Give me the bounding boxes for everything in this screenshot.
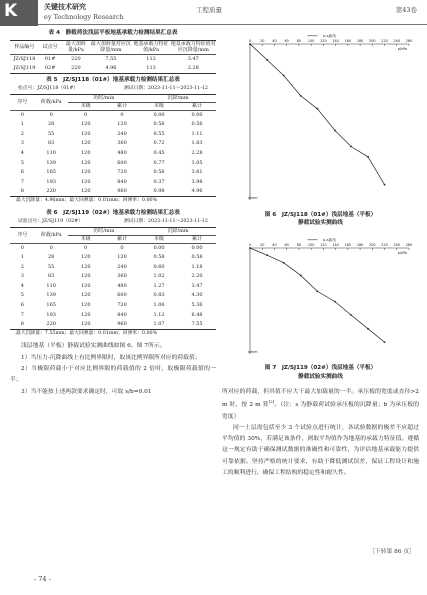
table-cell: 0: [49, 111, 53, 118]
table-cell: 1.02: [153, 273, 165, 280]
data-point: [283, 261, 285, 263]
table-cell: 0.98: [153, 188, 165, 195]
table6-col-settle-cur: 本级: [140, 235, 178, 243]
table-cell: 1: [20, 121, 24, 128]
table-row: [10, 262, 216, 272]
data-point: [384, 341, 386, 343]
table-cell: 0: [120, 244, 124, 251]
table-cell: 2: [20, 263, 24, 270]
data-point: [350, 145, 352, 147]
table-cell: 0.58: [153, 254, 165, 261]
table4-col-header: 最大加荷量/kPa: [61, 40, 90, 54]
data-point: [300, 274, 302, 276]
table-cell: 120: [81, 311, 91, 318]
table-cell: 5: [20, 159, 24, 166]
table-cell: 480: [117, 282, 127, 289]
table-cell: 01#: [44, 55, 56, 62]
table-row: [10, 281, 216, 291]
table-cell: 600: [117, 159, 127, 166]
table-cell: 6: [20, 169, 24, 176]
x-tick-label: 100: [307, 242, 315, 247]
table-cell: 3: [20, 273, 24, 280]
table-row: [10, 253, 216, 263]
right-column-figures: [222, 30, 419, 479]
table-cell: 28: [48, 121, 55, 128]
table-row: [10, 110, 216, 120]
table5-col-settle-cum: 累计: [178, 102, 216, 110]
x-tick-label: 200: [369, 39, 376, 43]
table-cell: 0.72: [153, 140, 165, 147]
right-body-text: [222, 387, 419, 479]
x-tick-label: 80: [296, 39, 302, 43]
y-axis-label: s/mm: [248, 349, 258, 354]
fig7-caption-line1: 图 7 JZ/SJ119（02#）浅层地基（平板）: [264, 365, 377, 372]
data-point: [266, 59, 268, 61]
x-tick-label: 140: [332, 242, 339, 247]
table-cell: 83: [48, 273, 55, 280]
table-cell: 3.47: [187, 55, 199, 62]
table-cell: 120: [117, 121, 127, 128]
journal-name: 工程质量: [196, 6, 222, 14]
table-cell: 360: [117, 140, 127, 147]
table-cell: 4.96: [105, 64, 117, 71]
table6-col-time: 历时/min: [68, 227, 140, 235]
fig6-caption: [222, 211, 419, 228]
table-cell: 120: [81, 273, 91, 280]
data-point: [334, 300, 336, 302]
x-tick-label: 0: [248, 242, 252, 247]
table-cell: 165: [46, 302, 56, 309]
table-cell: 8: [20, 188, 24, 195]
table-cell: 1.07: [153, 321, 165, 327]
header-rule: [38, 24, 427, 25]
journal-volume: 第43卷: [395, 6, 417, 14]
table5-col-settle: 沉降/mm: [140, 94, 216, 102]
table5: [10, 94, 216, 197]
table-cell: 0.56: [153, 121, 165, 128]
table-cell: 120: [81, 292, 91, 299]
x-tick-label: 20: [260, 242, 265, 247]
table6-col-settle: 沉降/mm: [140, 227, 216, 235]
table-cell: 0.56: [191, 121, 203, 128]
table-cell: 113: [146, 64, 156, 71]
fig6-chart: [222, 30, 419, 208]
table-cell: 0.00: [191, 244, 203, 251]
table-cell: 1.18: [191, 263, 203, 270]
fig6-caption-line2: 静载试验实测曲线: [298, 220, 343, 227]
table6-col-settle-cum: 累计: [178, 235, 216, 243]
legend-label: p-s曲线: [323, 237, 336, 242]
table-row: [10, 291, 216, 301]
table-cell: 0.83: [153, 292, 165, 299]
table-cell: 0: [84, 244, 88, 251]
table6-subheader: [10, 219, 216, 225]
table-row: [10, 168, 216, 178]
table-cell: 3.98: [191, 178, 203, 185]
journal-logo: [0, 0, 38, 26]
table-cell: 7.55: [191, 321, 203, 327]
table-cell: 2: [20, 130, 24, 137]
table-cell: 120: [81, 159, 91, 166]
table-cell: 220: [46, 321, 56, 327]
table-row: [10, 272, 216, 282]
table-row: [10, 54, 216, 64]
table6-point-id: 试验点号：JZ/SJ119（02#）: [18, 219, 83, 225]
table-cell: 0.77: [153, 159, 165, 166]
journal-section-cn: 关键技术研究: [44, 3, 86, 11]
paragraph-text: 。（注：s 为静载荷试验承压板的沉降量；b 为承压板的宽度）: [222, 402, 419, 420]
table5-subheader: [10, 86, 216, 92]
table-cell: 0.37: [153, 178, 165, 185]
x-tick-label: 20: [260, 39, 265, 43]
x-tick-label: 120: [320, 242, 327, 247]
table-cell: 112: [146, 55, 156, 62]
data-point: [266, 254, 268, 256]
table5-col-time-cur: 本级: [68, 102, 104, 110]
table-cell: 165: [46, 169, 56, 176]
table5-note: 最大沉降量：4.96mm；最大回弹量：0.01mm；回弹率：0.00%: [16, 198, 158, 204]
data-point: [249, 43, 251, 45]
table-cell: 360: [117, 273, 127, 280]
table-row: [10, 139, 216, 149]
table-cell: 4: [20, 282, 24, 289]
table4-col-header: 样品编号: [10, 40, 39, 54]
paragraph: 3）当不能按上述两款要求确定时，可取 s/b=0.01: [21, 388, 152, 395]
table4-header-row: [10, 40, 216, 54]
table-cell: 3.05: [191, 159, 203, 166]
table-cell: 0: [84, 111, 88, 118]
table6-col-load: 荷载/kPa: [35, 227, 68, 243]
x-tick-label: 40: [272, 242, 277, 247]
table-cell: 5.36: [191, 302, 203, 309]
table-cell: 110: [46, 282, 56, 289]
table4-caption: 表 4 静载荷法浅层平板地基承载力检测结果汇总表: [48, 30, 178, 36]
table-cell: 7: [20, 178, 24, 185]
table-cell: 0.45: [153, 150, 165, 157]
table-cell: 240: [117, 130, 127, 137]
data-point: [367, 327, 369, 329]
fig7-caption: [222, 364, 419, 381]
paragraph: 2）当极限荷载小于对应比例界限的荷载值的 2 倍时，取极限荷载值的一半；: [10, 365, 216, 384]
table5-caption: 表 5 JZ/SJ118（01#）地基承载力检测结果汇总表: [46, 76, 180, 83]
data-point: [300, 95, 302, 97]
table-cell: 02#: [44, 64, 56, 71]
table-cell: 120: [81, 263, 91, 270]
table-cell: 2.20: [191, 273, 203, 280]
table-cell: 139: [46, 292, 56, 299]
x-tick-label: 260: [405, 242, 413, 247]
fig7-caption-line2: 静载试验实测曲线: [298, 373, 343, 380]
table5-col-load: 荷载/kPa: [35, 94, 68, 110]
x-axis-label: p/kPa: [397, 250, 407, 255]
x-tick-label: 200: [369, 242, 376, 247]
table-row: [10, 243, 216, 253]
x-axis-label: p/kPa: [397, 47, 407, 51]
table-cell: 3.61: [191, 169, 203, 176]
citation: [2]: [268, 399, 275, 405]
table-row: [10, 177, 216, 187]
table-cell: 120: [117, 254, 127, 261]
x-tick-label: 0: [248, 39, 252, 43]
table-cell: 240: [117, 263, 127, 270]
table6-col-time-cur: 本级: [68, 235, 104, 243]
table-cell: 3: [20, 140, 24, 147]
series-line: [250, 248, 385, 342]
table6-caption: 表 6 JZ/SJ119（02#）地基承载力检测结果汇总表: [46, 209, 180, 216]
table-cell: 0: [49, 244, 53, 251]
table-cell: 960: [117, 188, 127, 195]
paragraph: 1）当压力-沉降曲线上有比例界限时，取该比例界限所对应的荷载值；: [21, 354, 201, 361]
continuation-note: ［下转第 86 页］: [369, 549, 415, 555]
table-cell: 720: [117, 169, 127, 176]
table-cell: 1: [20, 254, 24, 261]
data-point: [249, 247, 251, 249]
table-cell: 83: [48, 140, 55, 147]
x-tick-label: 220: [381, 242, 388, 247]
table-row: [10, 64, 216, 74]
table-cell: 110: [46, 150, 56, 157]
x-tick-label: 60: [284, 39, 289, 43]
table5-header-row: [10, 94, 216, 102]
table-cell: 8: [20, 321, 24, 327]
data-point: [283, 75, 285, 77]
x-tick-label: 120: [320, 39, 327, 43]
table-cell: 120: [81, 178, 91, 185]
table-cell: 600: [117, 292, 127, 299]
table-cell: 0.00: [153, 111, 165, 118]
paragraph: 同一土层需包括至少 3 个试验点进行统计，各试验数据的极差不应超过平均值的 30%，若满足该条件，则取平均值作为地基的承载力特征值。遵循这一规定有助于确保测试数据的准确性和可靠性，为评估地基承载能力提供可靠依据。坚持严格的统计要求，有助于降低测试误差，保证工程设计和施工的顺利进行，确保工程结构的稳定性和耐久性。: [222, 424, 419, 477]
table5-col-settle-cur: 本级: [140, 102, 178, 110]
table-cell: 0.60: [153, 263, 165, 270]
table-row: [10, 149, 216, 159]
legend-label: p-s曲线: [323, 34, 336, 38]
table-cell: 120: [81, 302, 91, 309]
table-cell: 3.47: [191, 282, 203, 289]
table-cell: 4.96: [191, 188, 203, 195]
table-cell: 139: [46, 159, 56, 166]
x-tick-label: 160: [344, 242, 352, 247]
table-cell: 120: [81, 282, 91, 289]
table-row: [10, 301, 216, 311]
logo-letter: K: [4, 1, 18, 21]
data-point: [350, 313, 352, 315]
table6-test-date: 测试日期：2023-11-11～2023-11-12: [123, 219, 208, 225]
x-tick-label: 60: [284, 242, 289, 247]
table-cell: 28: [48, 254, 55, 261]
table-cell: 840: [117, 178, 127, 185]
x-tick-label: 100: [307, 39, 315, 43]
table-cell: 0: [20, 244, 24, 251]
table-cell: 120: [81, 321, 91, 327]
table-cell: 120: [81, 140, 91, 147]
x-tick-label: 140: [332, 39, 339, 43]
table-cell: 960: [117, 321, 127, 327]
x-tick-label: 240: [393, 242, 401, 247]
table-cell: 55: [48, 263, 55, 270]
table-row: [10, 187, 216, 197]
table5-point-id: 检点号：JZ/SJ118（01#）: [18, 86, 79, 92]
table-cell: 120: [81, 169, 91, 176]
journal-section-en: ey Technology Research: [44, 13, 124, 21]
table-cell: 193: [46, 178, 56, 185]
table-cell: 1.06: [153, 302, 165, 309]
table5-body: [10, 110, 216, 196]
table-cell: 1.12: [153, 311, 165, 318]
fig7-chart: [222, 234, 419, 362]
table-cell: 0.00: [191, 111, 203, 118]
table-cell: 840: [117, 311, 127, 318]
x-tick-label: 180: [356, 242, 364, 247]
data-point: [316, 108, 318, 110]
table4-col-header: 试点号: [39, 40, 62, 54]
table4: [10, 40, 216, 74]
table-cell: 1.83: [191, 140, 203, 147]
table-cell: 0.56: [153, 169, 165, 176]
x-tick-label: 40: [272, 39, 277, 43]
paragraph: [222, 387, 419, 423]
table-cell: JZ/SJ118: [13, 55, 36, 62]
table6-note: 最大沉降量：7.55mm；最大回弹量：0.01mm；回弹率：0.00%: [16, 330, 158, 336]
table-cell: 7: [20, 311, 24, 318]
table-cell: 6.48: [191, 311, 203, 318]
table-row: [10, 310, 216, 320]
table-row: [10, 129, 216, 139]
x-tick-label: 220: [381, 39, 388, 43]
x-tick-label: 260: [405, 39, 413, 43]
table6-header-row: [10, 227, 216, 235]
table-cell: 120: [81, 150, 91, 157]
table5-test-date: 测试日期：2023-11-11～2023-11-12: [123, 86, 208, 92]
table5-col-time-cum: 累计: [104, 102, 140, 110]
table5-col-time: 历时/min: [68, 94, 140, 102]
table-cell: 7.55: [105, 55, 117, 62]
left-body-text: [10, 341, 216, 397]
table-cell: 120: [81, 121, 91, 128]
table-row: [10, 320, 216, 330]
y-axis-label: s/mm: [248, 196, 258, 200]
page-number: - 74 -: [34, 575, 51, 583]
table5-col-seq: 序号: [10, 94, 35, 110]
table6-body: [10, 243, 216, 329]
x-tick-label: 240: [393, 39, 401, 43]
data-point: [384, 184, 386, 186]
table-cell: 220: [71, 64, 81, 71]
table4-col-header: 地基承载力特征值对应沉降量/mm: [170, 41, 216, 54]
table-row: [10, 120, 216, 130]
table-cell: 220: [46, 188, 56, 195]
table6-col-seq: 序号: [10, 227, 35, 243]
table-cell: 1.11: [191, 130, 203, 137]
fig6-caption-line1: 图 6 JZ/SJ118（01#）浅层地基（平板）: [264, 211, 377, 218]
table-cell: 220: [71, 55, 81, 62]
x-tick-label: 180: [356, 39, 364, 43]
table-cell: 0.00: [153, 244, 165, 251]
table-cell: 720: [117, 302, 127, 309]
paragraph-text: 所对应的荷载，但其值不应大于最大加载量的一半。承压板的宽度或直径>2 m 时，按 2 m 算: [222, 389, 419, 409]
table-cell: JZ/SJ119: [13, 64, 36, 71]
table-cell: 193: [46, 311, 56, 318]
table-cell: 55: [48, 130, 55, 137]
table6: [10, 227, 216, 330]
table-cell: 120: [81, 188, 91, 195]
table6-col-time-cum: 累计: [104, 235, 140, 243]
table-cell: 0: [120, 111, 124, 118]
table-cell: 0.58: [191, 254, 203, 261]
table-cell: 120: [81, 254, 91, 261]
table-cell: 120: [81, 130, 91, 137]
table4-col-header: 最大加荷量对应沉降量/mm: [90, 41, 131, 54]
table-cell: 480: [117, 150, 127, 157]
data-point: [334, 130, 336, 132]
paragraph: 浅层地基（平板）静载试验实测曲线如图 6、图 7所示。: [21, 343, 166, 350]
table-cell: 2.28: [191, 150, 203, 157]
data-point: [367, 156, 369, 158]
table-cell: 4.30: [191, 292, 203, 299]
table-cell: 5: [20, 292, 24, 299]
data-point: [316, 290, 318, 292]
x-tick-label: 80: [296, 242, 302, 247]
table-cell: 6: [20, 302, 24, 309]
table-row: [10, 158, 216, 168]
table-cell: 1.27: [153, 282, 165, 289]
table-cell: 4: [20, 150, 24, 157]
page-header: [0, 0, 427, 26]
series-line: [250, 44, 385, 185]
left-column: [10, 30, 216, 398]
x-tick-label: 160: [344, 39, 352, 43]
table-cell: 2.28: [187, 64, 199, 71]
table-cell: 0: [20, 111, 24, 118]
table4-col-header: 地基承载力特征值/kPa: [132, 40, 171, 54]
table-cell: 0.55: [153, 130, 165, 137]
